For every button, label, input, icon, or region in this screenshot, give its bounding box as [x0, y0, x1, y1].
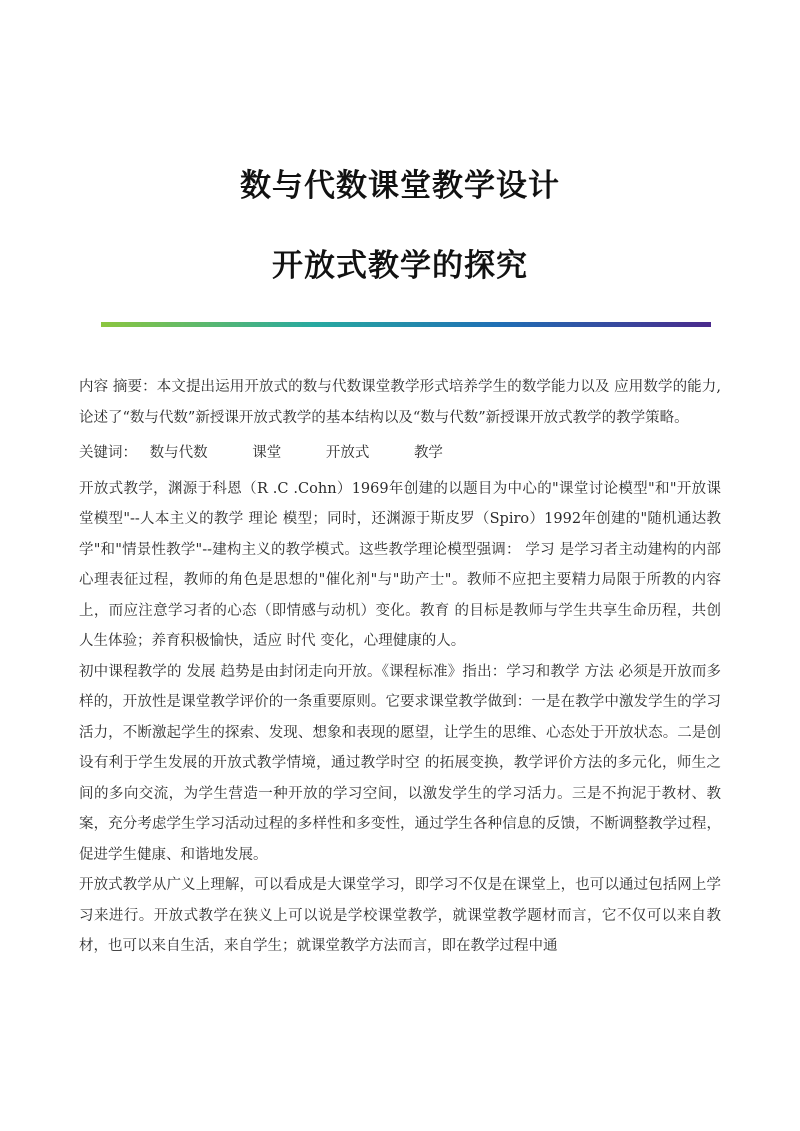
document-body	[79, 372, 721, 962]
keywords-label: 关键词：	[79, 445, 137, 461]
keyword-item: 课堂	[252, 445, 282, 461]
keyword-item: 数与代数	[149, 445, 208, 461]
document-subtitle: 开放式教学的探究	[272, 248, 528, 284]
body-paragraph: 初中课程教学的 发展 趋势是由封闭走向开放。《课程标准》指出：学习和教学 方法 必须是开放而多样的，开放性是课堂教学评价的一条重要原则。它要求课堂教学做到：一是在教学中激发学生的学习活力，不断激起学生的探索、发现、想象和表现的愿望，让学生的思维、心态处于开放状态。二是创设有利于学生发展的开放式教学情境，通过教学时空 的拓展变换，教学评价方法的多元化，师生之间的多向交流，为学生营造一种开放的学习空间，以激发学生的学习活力。三是不拘泥于教材、教案，充分考虑学生学习活动过程的多样性和多变性，通过学生各种信息的反馈，不断调整教学过程，促进学生健康、和谐地发展。	[79, 663, 721, 863]
body-paragraph: 开放式教学从广义上理解，可以看成是大课堂学习，即学习不仅是在课堂上，也可以通过包括网上学习来进行。开放式教学在狭义上可以说是学校课堂教学，就课堂教学题材而言，它不仅可以来自教材，也可以来自生活，来自学生；就课堂教学方法而言，即在教学过程中通	[79, 877, 721, 954]
abstract-paragraph: 内容 摘要：本文提出运用开放式的数与代数课堂教学形式培养学生的数学能力以及 应用数学的能力,论述了“数与代数”新授课开放式教学的基本结构以及“数与代数”新授课开放式教学的教学策略。	[79, 379, 721, 426]
keyword-item: 开放式	[325, 445, 370, 461]
document-title: 数与代数课堂教学设计	[240, 168, 560, 204]
body-paragraph: 开放式教学，渊源于科恩（R .C .Cohn）1969年创建的以题目为中心的"课堂讨论模型"和"开放课堂模型"--人本主义的教学 理论 模型；同时，还渊源于斯皮罗（Spiro）1992年创建的"随机通达教学"和"情景性教学"--建构主义的教学模式。这些教学理论模型强调： 学习 是学习者主动建构的内部心理表征过程，教师的角色是思想的"催化剂"与"助产士"。教师不应把主要精力局限于所教的内容上，而应注意学习者的心态（即情感与动机）变化。教育 的目标是教师与学生共享生命历程，共创人生体验；养育积极愉快，适应 时代 变化，心理健康的人。	[79, 480, 721, 649]
title-divider	[101, 322, 711, 327]
keywords-line	[79, 438, 721, 469]
keyword-item: 教学	[413, 445, 443, 461]
